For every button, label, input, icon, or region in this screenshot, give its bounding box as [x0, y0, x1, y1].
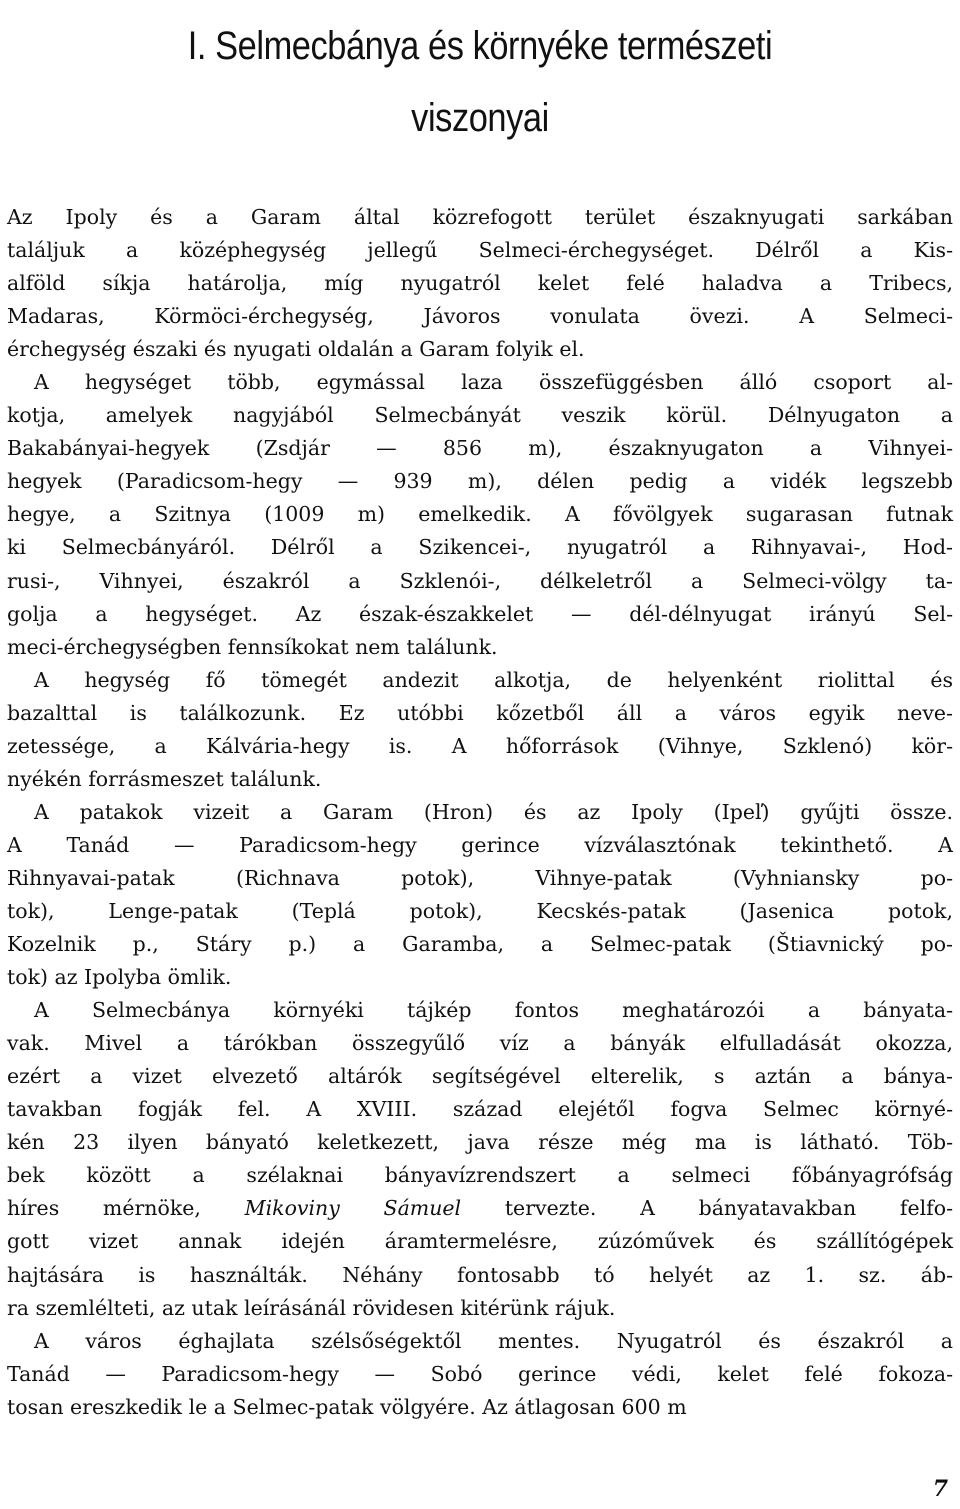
paragraph — [7, 201, 953, 366]
text-line: bek között a szélaknai bányavízrendszert a selmeci főbányagrófság — [7, 1163, 953, 1188]
text-line: rusi-, Vihnyei, északról a Szklenói-, délkeletről a Selmeci-völgy ta- — [7, 568, 953, 593]
text-line: Tanád — Paradicsom-hegy — Sobó gerince védi, kelet felé fokoza- — [7, 1361, 953, 1386]
text-line: kén 23 ilyen bányató keletkezett, java része még ma is látható. Töb- — [7, 1130, 953, 1155]
text-line: érchegység északi és nyugati oldalán a Garam folyik el. — [7, 337, 585, 362]
text-line: kotja, amelyek nagyjából Selmecbányát veszik körül. Délnyugaton a — [7, 403, 953, 428]
text-line: tosan ereszkedik le a Selmec-patak völgyére. Az átlagosan 600 m — [7, 1394, 687, 1419]
text-line: A hegységet több, egymással laza összefüggésben álló csoport al- — [34, 370, 953, 395]
chapter-title-line-1: I. Selmecbánya és környéke természeti — [187, 24, 773, 68]
text-line: A Tanád — Paradicsom-hegy gerince vízválasztónak tekinthető. A — [7, 832, 953, 857]
text-line: A hegység fő tömegét andezit alkotja, de helyenként riolittal és — [34, 667, 953, 692]
text-line: golja a hegységet. Az észak-északkelet — dél-délnyugat irányú Sel- — [7, 601, 953, 626]
text-line: tok) az Ipolyba ömlik. — [7, 965, 232, 990]
text-line: hajtására is használták. Néhány fontosabb tó helyét az 1. sz. áb- — [7, 1262, 953, 1287]
text-line: meci-érchegységben fennsíkokat nem találunk. — [7, 634, 498, 659]
text-line: Kozelnik p., Stáry p.) a Garamba, a Selmec-patak (Štiavnický po- — [7, 932, 953, 957]
text-line: Rihnyavai-patak (Richnava potok), Vihnye-patak (Vyhniansky po- — [7, 865, 953, 890]
text-line: alföld síkja határolja, míg nyugatról kelet felé haladva a Tribecs, — [7, 271, 953, 296]
paragraph — [7, 796, 953, 994]
text-line: találjuk a középhegység jellegű Selmeci-érchegységet. Délről a Kis- — [7, 238, 953, 263]
body-text — [7, 201, 953, 1424]
text-line: Az Ipoly és a Garam által közrefogott terület északnyugati sarkában — [7, 205, 953, 229]
text-line: hegyek (Paradicsom-hegy — 939 m), délen pedig a vidék legszebb — [7, 469, 953, 494]
text-line: Bakabányai-hegyek (Zsdjár — 856 m), északnyugaton a Vihnyei- — [7, 436, 953, 461]
chapter-title-line-2: viszonyai — [411, 96, 549, 140]
paragraph — [7, 1325, 953, 1424]
text-line: tavakban fogják fel. A XVIII. század elejétől fogva Selmec környé- — [7, 1097, 953, 1122]
text-line: hegye, a Szitnya (1009 m) emelkedik. A fővölgyek sugarasan futnak — [7, 502, 953, 527]
text-line: Madaras, Körmöci-érchegység, Jávoros vonulata övezi. A Selmeci- — [7, 304, 953, 329]
text-line: ki Selmecbányáról. Délről a Szikencei-, nyugatról a Rihnyavai-, Hod- — [7, 535, 953, 560]
text-line: híres mérnöke, Mikoviny Sámuel tervezte. A bányatavakban felfo- — [7, 1196, 953, 1221]
text-line: bazalttal is találkozunk. Ez utóbbi kőzetből áll a város egyik neve- — [7, 700, 953, 725]
text-line: A város éghajlata szélsőségektől mentes. Nyugatról és északról a — [34, 1328, 953, 1353]
paragraph — [7, 366, 953, 663]
text-line: A Selmecbánya környéki tájkép fontos meghatározói a bányata- — [34, 998, 953, 1023]
text-line: ezért a vizet elvezető altárók segítségével elterelik, s aztán a bánya- — [7, 1064, 953, 1089]
text-line: A patakok vizeit a Garam (Hron) és az Ipoly (Ipeľ) gyűjti össze. — [34, 799, 953, 824]
chapter-title — [67, 10, 893, 154]
paragraph — [7, 664, 953, 796]
text-line: zetessége, a Kálvária-hegy is. A hőforrások (Vihnye, Szklenó) kör- — [7, 733, 953, 758]
page-number: 7 — [932, 1476, 948, 1502]
text-line: nyékén forrásmeszet találunk. — [7, 766, 322, 791]
text-line: tok), Lenge-patak (Teplá potok), Kecskés-patak (Jasenica potok, — [7, 898, 953, 923]
text-line: ra szemlélteti, az utak leírásánál rövidesen kitérünk rájuk. — [7, 1295, 616, 1320]
text-line: vak. Mivel a tárókban összegyűlő víz a bányák elfulladását okozza, — [7, 1031, 953, 1056]
text-line: gott vizet annak idején áramtermelésre, zúzóművek és szállítógépek — [7, 1229, 953, 1254]
paragraph — [7, 994, 953, 1324]
